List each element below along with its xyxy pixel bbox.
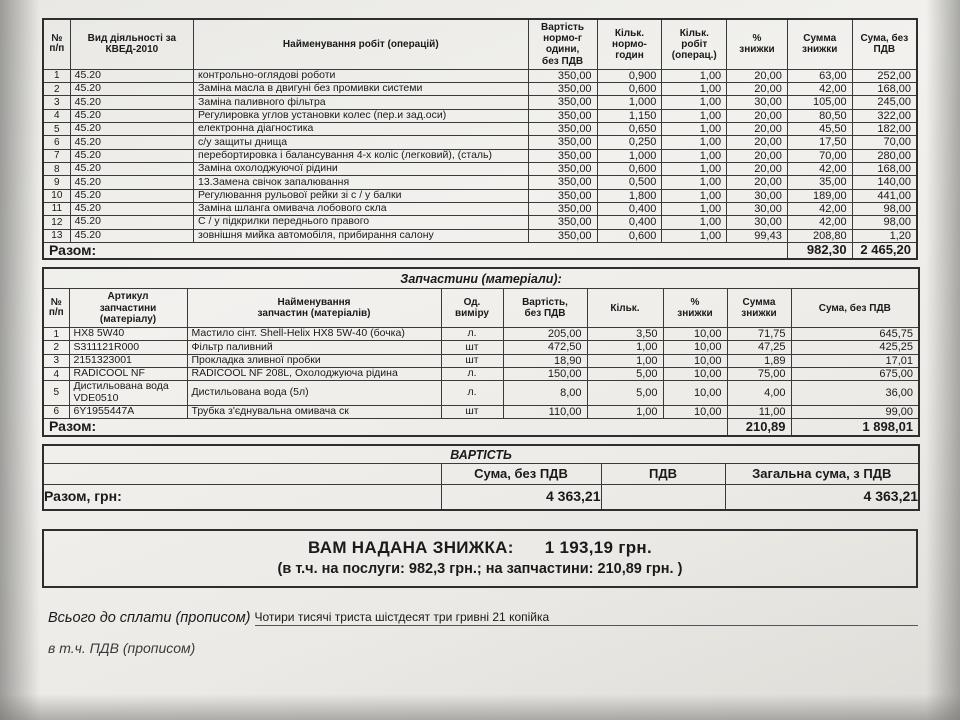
parts-cell-unit: шт: [441, 354, 503, 367]
parts-header-qty: Кільк.: [587, 289, 663, 328]
works-cell-norm-hours: 1,800: [597, 189, 662, 202]
vat-in-words-label: в т.ч. ПДВ (прописом): [48, 640, 196, 656]
works-cell-price: 350,00: [528, 123, 597, 136]
works-cell-name: Регулировка углов установки колес (пер.и зад.оси): [194, 109, 529, 122]
parts-cell-article: 6Y1955447A: [69, 405, 187, 418]
works-cell-qty: 1,00: [662, 69, 727, 82]
parts-header-row: [43, 289, 919, 328]
works-cell-kved: 45.20: [70, 136, 193, 149]
parts-total-discount: 210,89: [727, 419, 791, 436]
parts-cell-price: 8,00: [503, 381, 587, 406]
works-cell-name: Заміна паливного фільтра: [194, 96, 529, 109]
works-cell-price: 350,00: [528, 149, 597, 162]
parts-cell-name: Трубка з'єднувальна омивача ск: [187, 405, 441, 418]
discount-label: ВАМ НАДАНА ЗНИЖКА:: [308, 538, 514, 557]
works-cell-discount-pct: 20,00: [727, 69, 788, 82]
total-in-words-row: [48, 610, 918, 626]
table-row: [43, 69, 917, 82]
parts-cell-discount-sum: 4,00: [727, 381, 791, 406]
table-row: [43, 229, 917, 242]
parts-cell-discount-sum: 47,25: [727, 341, 791, 354]
works-cell-qty: 1,00: [662, 162, 727, 175]
parts-cell-no: 4: [43, 367, 69, 380]
parts-cell-discount-sum: 71,75: [727, 328, 791, 341]
works-cell-kved: 45.20: [70, 123, 193, 136]
works-header-name: Найменування робіт (операцій): [194, 19, 529, 69]
works-cell-norm-hours: 1,150: [597, 109, 662, 122]
parts-cell-article: Дистильована вода VDE0510: [69, 381, 187, 406]
parts-cell-price: 110,00: [503, 405, 587, 418]
cost-section-title: ВАРТІСТЬ: [43, 445, 919, 464]
works-cell-price: 350,00: [528, 69, 597, 82]
works-cell-norm-hours: 0,600: [597, 229, 662, 242]
works-total-discount: 982,30: [787, 242, 852, 259]
table-row: [43, 341, 919, 354]
works-cell-name: контрольно-оглядові роботи: [194, 69, 529, 82]
works-cell-kved: 45.20: [70, 162, 193, 175]
cost-vat-value: [601, 485, 725, 510]
works-cell-discount-pct: 20,00: [727, 83, 788, 96]
parts-header-unit: Од. виміру: [441, 289, 503, 328]
works-cell-name: Заміна шланга омивача лобового скла: [194, 202, 529, 215]
works-cell-norm-hours: 0,400: [597, 216, 662, 229]
parts-cell-name: RADICOOL NF 208L, Охолоджуюча рідина: [187, 367, 441, 380]
parts-cell-no: 5: [43, 381, 69, 406]
parts-header-total: Сума, без ПДВ: [791, 289, 919, 328]
parts-cell-total: 99,00: [791, 405, 919, 418]
works-cell-qty: 1,00: [662, 189, 727, 202]
works-cell-norm-hours: 0,400: [597, 202, 662, 215]
discount-line-1: [44, 538, 916, 558]
works-cell-discount-sum: 70,00: [787, 149, 852, 162]
parts-header-name: Найменування запчастин (матеріалів): [187, 289, 441, 328]
table-row: [43, 367, 919, 380]
parts-cell-discount-pct: 10,00: [663, 354, 727, 367]
works-cell-norm-hours: 0,600: [597, 83, 662, 96]
works-cell-total: 70,00: [852, 136, 917, 149]
works-cell-total: 322,00: [852, 109, 917, 122]
works-cell-name: Заміна охолоджуючої рідини: [194, 162, 529, 175]
parts-header-discount-sum: Сумма знижки: [727, 289, 791, 328]
works-cell-total: 182,00: [852, 123, 917, 136]
parts-cell-qty: 1,00: [587, 405, 663, 418]
parts-cell-name: Прокладка зливної пробки: [187, 354, 441, 367]
works-cell-kved: 45.20: [70, 69, 193, 82]
works-cell-kved: 45.20: [70, 96, 193, 109]
parts-header-price: Вартість, без ПДВ: [503, 289, 587, 328]
table-row: [43, 176, 917, 189]
cost-header-gross: Загальна сума, з ПДВ: [725, 463, 919, 485]
works-cell-discount-sum: 42,00: [787, 83, 852, 96]
table-row: [43, 123, 917, 136]
page-shadow-left: [0, 0, 40, 720]
works-cell-price: 350,00: [528, 189, 597, 202]
works-cell-discount-sum: 105,00: [787, 96, 852, 109]
works-cell-total: 1,20: [852, 229, 917, 242]
page-shadow-bottom: [0, 694, 960, 720]
parts-cell-discount-sum: 11,00: [727, 405, 791, 418]
works-table: [42, 18, 918, 260]
works-cell-kved: 45.20: [70, 189, 193, 202]
works-cell-price: 350,00: [528, 96, 597, 109]
parts-cell-qty: 5,00: [587, 381, 663, 406]
parts-cell-qty: 1,00: [587, 341, 663, 354]
works-header-price: Вартість нормо-г одини, без ПДВ: [528, 19, 597, 69]
works-cell-no: 2: [43, 83, 70, 96]
parts-cell-price: 472,50: [503, 341, 587, 354]
works-cell-discount-pct: 20,00: [727, 136, 788, 149]
works-cell-price: 350,00: [528, 176, 597, 189]
parts-cell-discount-sum: 75,00: [727, 367, 791, 380]
parts-cell-price: 150,00: [503, 367, 587, 380]
works-cell-no: 3: [43, 96, 70, 109]
discount-breakdown: (в т.ч. на послуги: 982,3 грн.; на запчастини: 210,89 грн. ): [277, 561, 683, 577]
works-header-total: Сума, без ПДВ: [852, 19, 917, 69]
works-cell-norm-hours: 0,650: [597, 123, 662, 136]
works-cell-total: 140,00: [852, 176, 917, 189]
parts-cell-unit: шт: [441, 341, 503, 354]
works-cell-norm-hours: 1,000: [597, 96, 662, 109]
cost-net-value: 4 363,21: [441, 485, 601, 510]
parts-header-no: № п/п: [43, 289, 69, 328]
footer-block: [42, 610, 918, 656]
works-cell-total: 98,00: [852, 216, 917, 229]
parts-cell-unit: л.: [441, 328, 503, 341]
works-cell-discount-sum: 189,00: [787, 189, 852, 202]
cost-header-vat: ПДВ: [601, 463, 725, 485]
works-cell-qty: 1,00: [662, 202, 727, 215]
works-cell-no: 13: [43, 229, 70, 242]
works-cell-discount-sum: 17,50: [787, 136, 852, 149]
table-row: [43, 381, 919, 406]
parts-header-discount-pct: % знижки: [663, 289, 727, 328]
works-cell-discount-pct: 20,00: [727, 109, 788, 122]
works-cell-price: 350,00: [528, 216, 597, 229]
works-cell-discount-pct: 30,00: [727, 96, 788, 109]
parts-cell-no: 1: [43, 328, 69, 341]
works-cell-discount-pct: 20,00: [727, 149, 788, 162]
works-cell-price: 350,00: [528, 162, 597, 175]
works-header-row: [43, 19, 917, 69]
works-cell-total: 441,00: [852, 189, 917, 202]
parts-total-row: [43, 419, 919, 436]
parts-section-title-row: [43, 268, 919, 289]
parts-table: [42, 267, 920, 436]
works-cell-no: 12: [43, 216, 70, 229]
works-cell-name: електронна діагностика: [194, 123, 529, 136]
works-cell-total: 168,00: [852, 83, 917, 96]
works-cell-discount-pct: 20,00: [727, 162, 788, 175]
works-cell-no: 8: [43, 162, 70, 175]
parts-cell-no: 6: [43, 405, 69, 418]
works-cell-name: С / у підкрилки переднього правого: [194, 216, 529, 229]
parts-cell-qty: 5,00: [587, 367, 663, 380]
discount-amount: 1 193,19 грн.: [544, 538, 652, 557]
parts-cell-total: 645,75: [791, 328, 919, 341]
works-header-kved: Вид діяльності за КВЕД-2010: [70, 19, 193, 69]
parts-section-title: Запчастини (матеріали):: [43, 268, 919, 289]
parts-cell-discount-pct: 10,00: [663, 405, 727, 418]
table-row: [43, 216, 917, 229]
cost-title-row: [43, 445, 919, 464]
parts-cell-no: 2: [43, 341, 69, 354]
works-cell-total: 98,00: [852, 202, 917, 215]
works-cell-kved: 45.20: [70, 149, 193, 162]
page-shadow-right: [926, 0, 960, 720]
works-cell-no: 7: [43, 149, 70, 162]
works-cell-discount-sum: 208,80: [787, 229, 852, 242]
works-cell-name: зовнішня мийка автомобіля, прибирання салону: [194, 229, 529, 242]
works-cell-name: Заміна масла в двигуні без промивки системи: [194, 83, 529, 96]
works-total-row: [43, 242, 917, 259]
works-cell-qty: 1,00: [662, 229, 727, 242]
works-cell-total: 168,00: [852, 162, 917, 175]
cost-row-label: Разом, грн:: [43, 485, 441, 510]
works-cell-no: 1: [43, 69, 70, 82]
table-row: [43, 149, 917, 162]
works-cell-name: перебортировка і балансування 4-х коліс (легковий), (сталь): [194, 149, 529, 162]
works-cell-price: 350,00: [528, 229, 597, 242]
table-row: [43, 405, 919, 418]
works-cell-no: 9: [43, 176, 70, 189]
parts-cell-article: 2151323001: [69, 354, 187, 367]
works-cell-no: 11: [43, 202, 70, 215]
works-cell-discount-sum: 80,50: [787, 109, 852, 122]
table-row: [43, 162, 917, 175]
parts-cell-total: 17,01: [791, 354, 919, 367]
parts-cell-name: Фільтр паливний: [187, 341, 441, 354]
works-cell-discount-pct: 30,00: [727, 202, 788, 215]
invoice-sheet: [42, 18, 918, 656]
works-cell-price: 350,00: [528, 136, 597, 149]
table-row: [43, 83, 917, 96]
works-cell-price: 350,00: [528, 202, 597, 215]
table-row: [43, 136, 917, 149]
table-row: [43, 96, 917, 109]
parts-total-label: Разом:: [43, 419, 727, 436]
works-cell-qty: 1,00: [662, 123, 727, 136]
works-cell-discount-pct: 30,00: [727, 216, 788, 229]
works-cell-kved: 45.20: [70, 202, 193, 215]
works-cell-no: 5: [43, 123, 70, 136]
works-cell-discount-pct: 20,00: [727, 176, 788, 189]
parts-cell-discount-pct: 10,00: [663, 367, 727, 380]
parts-cell-name: Мастило сінт. Shell-Helix HX8 5W-40 (бочка): [187, 328, 441, 341]
works-cell-discount-pct: 30,00: [727, 189, 788, 202]
parts-cell-unit: шт: [441, 405, 503, 418]
works-cell-qty: 1,00: [662, 149, 727, 162]
works-cell-qty: 1,00: [662, 83, 727, 96]
table-row: [43, 328, 919, 341]
table-row: [43, 189, 917, 202]
works-header-no: № п/п: [43, 19, 70, 69]
works-cell-norm-hours: 0,500: [597, 176, 662, 189]
works-cell-price: 350,00: [528, 109, 597, 122]
parts-total-sum: 1 898,01: [791, 419, 919, 436]
parts-cell-discount-sum: 1,89: [727, 354, 791, 367]
parts-cell-name: Дистильована вода (5л): [187, 381, 441, 406]
works-cell-no: 4: [43, 109, 70, 122]
works-header-discount-sum: Сумма знижки: [787, 19, 852, 69]
works-cell-total: 245,00: [852, 96, 917, 109]
parts-cell-qty: 1,00: [587, 354, 663, 367]
works-cell-qty: 1,00: [662, 176, 727, 189]
works-cell-price: 350,00: [528, 83, 597, 96]
works-cell-norm-hours: 1,000: [597, 149, 662, 162]
parts-cell-no: 3: [43, 354, 69, 367]
works-cell-discount-sum: 42,00: [787, 216, 852, 229]
parts-header-article: Артикул запчастини (матеріалу): [69, 289, 187, 328]
works-cell-total: 252,00: [852, 69, 917, 82]
works-cell-qty: 1,00: [662, 109, 727, 122]
parts-cell-unit: л.: [441, 381, 503, 406]
parts-cell-discount-pct: 10,00: [663, 381, 727, 406]
parts-cell-price: 205,00: [503, 328, 587, 341]
works-header-norm-hours: Кільк. нормо- годин: [597, 19, 662, 69]
parts-cell-article: HX8 5W40: [69, 328, 187, 341]
table-row: [43, 354, 919, 367]
parts-cell-discount-pct: 10,00: [663, 328, 727, 341]
works-cell-discount-sum: 35,00: [787, 176, 852, 189]
parts-cell-total: 36,00: [791, 381, 919, 406]
works-cell-kved: 45.20: [70, 216, 193, 229]
cost-header-net: Сума, без ПДВ: [441, 463, 601, 485]
parts-cell-total: 675,00: [791, 367, 919, 380]
works-cell-kved: 45.20: [70, 83, 193, 96]
works-cell-name: 13.Замена свічок запалювання: [194, 176, 529, 189]
works-cell-discount-pct: 20,00: [727, 123, 788, 136]
works-cell-discount-sum: 42,00: [787, 162, 852, 175]
cost-header-empty: [43, 463, 441, 485]
works-cell-norm-hours: 0,600: [597, 162, 662, 175]
works-cell-total: 280,00: [852, 149, 917, 162]
works-cell-name: с/у защиты днища: [194, 136, 529, 149]
works-cell-no: 10: [43, 189, 70, 202]
discount-notice: [42, 529, 918, 588]
works-cell-discount-sum: 42,00: [787, 202, 852, 215]
works-cell-kved: 45.20: [70, 229, 193, 242]
total-in-words-label: Всього до сплати (прописом): [48, 610, 251, 626]
works-cell-name: Регулювання рульової рейки зі с / у балки: [194, 189, 529, 202]
total-in-words-value: Чотири тисячі триста шістдесят три гривні 21 копійка: [255, 610, 918, 626]
cost-gross-value: 4 363,21: [725, 485, 919, 510]
parts-cell-qty: 3,50: [587, 328, 663, 341]
parts-cell-article: S311121R000: [69, 341, 187, 354]
works-cell-discount-sum: 63,00: [787, 69, 852, 82]
cost-header-row: [43, 463, 919, 485]
works-cell-kved: 45.20: [70, 176, 193, 189]
works-cell-qty: 1,00: [662, 96, 727, 109]
works-total-sum: 2 465,20: [852, 242, 917, 259]
works-cell-discount-sum: 45,50: [787, 123, 852, 136]
cost-table: [42, 444, 920, 511]
works-cell-qty: 1,00: [662, 216, 727, 229]
parts-cell-discount-pct: 10,00: [663, 341, 727, 354]
works-cell-norm-hours: 0,900: [597, 69, 662, 82]
works-header-qty: Кільк. робіт (операц.): [662, 19, 727, 69]
works-cell-no: 6: [43, 136, 70, 149]
works-cell-kved: 45.20: [70, 109, 193, 122]
parts-cell-price: 18,90: [503, 354, 587, 367]
works-header-discount-pct: % знижки: [727, 19, 788, 69]
works-cell-qty: 1,00: [662, 136, 727, 149]
works-cell-discount-pct: 99,43: [727, 229, 788, 242]
parts-cell-total: 425,25: [791, 341, 919, 354]
works-cell-norm-hours: 0,250: [597, 136, 662, 149]
works-total-label: Разом:: [43, 242, 787, 259]
table-row: [43, 202, 917, 215]
parts-cell-article: RADICOOL NF: [69, 367, 187, 380]
cost-total-row: [43, 485, 919, 510]
parts-cell-unit: л.: [441, 367, 503, 380]
table-row: [43, 109, 917, 122]
